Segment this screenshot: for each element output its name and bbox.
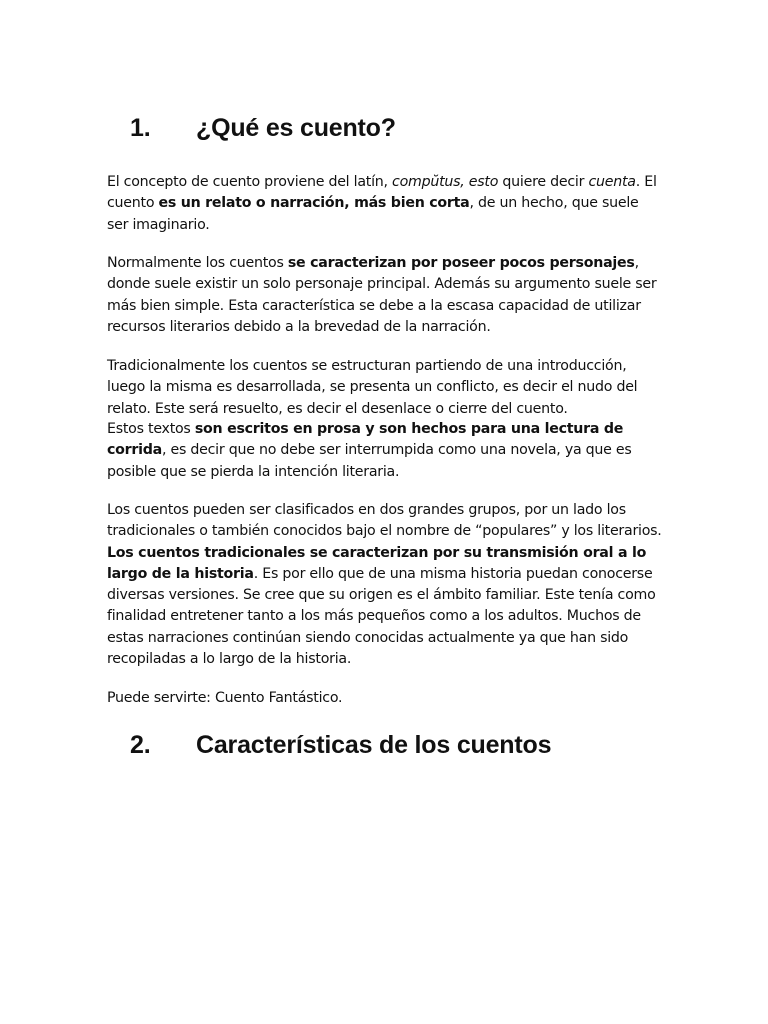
italic-text: cuenta <box>588 174 636 190</box>
section-number: 2. <box>130 731 151 759</box>
section-number: 1. <box>130 114 151 142</box>
text-span: Estos textos <box>107 421 195 437</box>
bold-text: se caracterizan por poseer pocos personajes <box>287 255 635 271</box>
paragraph-structure <box>107 356 662 420</box>
paragraph-classification <box>107 500 662 670</box>
italic-text: compŭtus, esto <box>392 174 499 190</box>
text-span: , donde suele existir un solo personaje principal. Además su argumento suele ser más bien simple. Esta característica se debe a la escasa capacidad de utilizar recursos literarios debido a la brevedad de la narración. <box>107 255 657 335</box>
text-span: Los cuentos pueden ser clasificados en dos grandes grupos, por un lado los tradicionales o también conocidos bajo el nombre de “populares” y los literarios. <box>107 502 662 540</box>
paragraph-definition <box>107 172 662 236</box>
related-link-text <box>107 688 662 709</box>
text-span: . El cuento <box>107 174 657 212</box>
section-title: ¿Qué es cuento? <box>196 114 396 142</box>
bold-text: Los cuentos tradicionales se caracterizan por su transmisión oral a lo largo de la historia <box>107 544 647 582</box>
text-span: Tradicionalmente los cuentos se estructuran partiendo de una introducción, luego la misma es desarrollada, se presenta un conflicto, es decir el nudo del relato. Este será resuelto, es decir el desenlace o cierre del cuento. <box>107 358 638 417</box>
text-span: Puede servirte: Cuento Fantástico. <box>107 690 343 706</box>
text-span: Normalmente los cuentos <box>107 255 288 271</box>
paragraph-prose <box>107 419 662 483</box>
section-heading-2 <box>130 731 551 760</box>
bold-text: es un relato o narración, más bien corta <box>158 195 470 212</box>
section-heading-1 <box>130 114 396 143</box>
bold-text: son escritos en prosa y son hechos para una lectura de corrida <box>107 421 624 459</box>
text-span: quiere decir <box>498 174 589 190</box>
text-span: El concepto de cuento proviene del latín, <box>107 174 393 190</box>
text-span: , es decir que no debe ser interrumpida como una novela, ya que es posible que se pierda la intención literaria. <box>107 442 632 480</box>
section-title: Características de los cuentos <box>196 731 552 759</box>
text-span: , de un hecho, que suele ser imaginario. <box>107 195 639 233</box>
paragraph-characters <box>107 253 662 338</box>
text-span: . Es por ello que de una misma historia puedan conocerse diversas versiones. Se cree que su origen es el ámbito familiar. Este tenía como finalidad entretener tanto a los más pequeños como a los adultos. Muchos de estas narraciones continúan siendo conocidas actualmente ya que han sido recopiladas a lo largo de la historia. <box>107 565 656 668</box>
